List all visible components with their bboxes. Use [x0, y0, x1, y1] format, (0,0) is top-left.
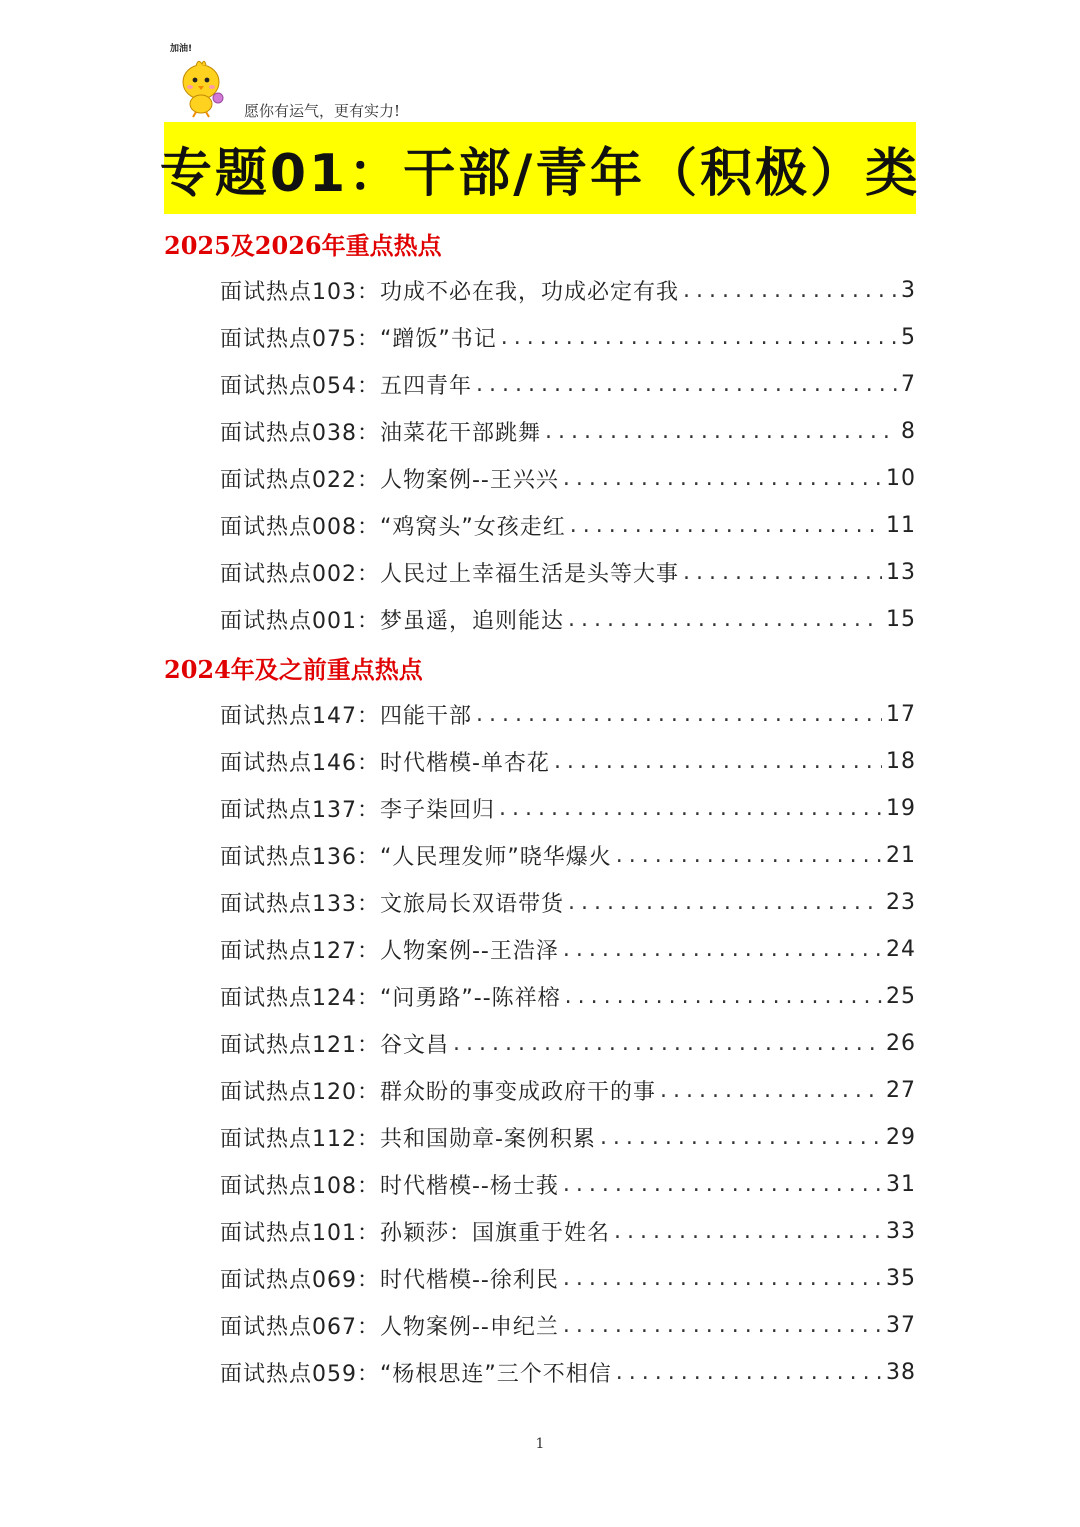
- toc-entry-label: 面试热点001：梦虽遥，追则能达: [220, 608, 564, 634]
- toc-entry-label: 面试热点108：时代楷模--杨士莪: [220, 1173, 559, 1199]
- toc-entry-page: 35: [886, 1265, 916, 1291]
- mascot-caption: 加油!: [170, 44, 193, 54]
- toc-entry-page: 10: [886, 465, 916, 491]
- toc-entry-label: 面试热点002：人民过上幸福生活是头等大事: [220, 561, 679, 587]
- toc-entry[interactable]: [220, 976, 916, 1016]
- toc-entry-label: 面试热点127：人物案例--王浩泽: [220, 938, 559, 964]
- toc-entry-page: 26: [886, 1030, 916, 1056]
- toc-entry[interactable]: [220, 411, 916, 451]
- toc-entry-page: 3: [901, 277, 916, 303]
- section-heading-2025-2026: 2025及2026年重点热点: [164, 231, 442, 260]
- toc-entry-page: 38: [886, 1359, 916, 1385]
- toc-entry-page: 25: [886, 983, 916, 1009]
- page-title: 专题01：干部/青年（积极）类: [159, 143, 921, 204]
- toc-entry[interactable]: [220, 835, 916, 875]
- toc-entry-page: 15: [886, 606, 916, 632]
- dot-leader: [563, 1172, 882, 1197]
- dot-leader: [563, 937, 882, 962]
- dot-leader: [501, 325, 897, 350]
- dot-leader: [476, 702, 882, 727]
- toc-entry-label: 面试热点136：“人民理发师”晓华爆火: [220, 844, 612, 870]
- toc-entry[interactable]: [220, 1023, 916, 1063]
- dot-leader: [683, 560, 882, 585]
- toc-entry-label: 面试热点124：“问勇路”--陈祥榕: [220, 985, 561, 1011]
- page-number: 1: [535, 1436, 545, 1452]
- motto-text: 愿你有运气，更有实力!: [244, 102, 401, 120]
- toc-entry-page: 21: [886, 842, 916, 868]
- toc-entry[interactable]: [220, 364, 916, 404]
- toc-entry-label: 面试热点103：功成不必在我，功成必定有我: [220, 279, 679, 305]
- toc-entry[interactable]: [220, 788, 916, 828]
- toc-entry[interactable]: [220, 552, 916, 592]
- toc-entry-label: 面试热点067：人物案例--申纪兰: [220, 1314, 559, 1340]
- toc-entry[interactable]: [220, 1117, 916, 1157]
- toc-entry-label: 面试热点101：孙颖莎：国旗重于姓名: [220, 1220, 610, 1246]
- toc-entry[interactable]: [220, 929, 916, 969]
- dot-leader: [499, 796, 882, 821]
- toc-entry[interactable]: [220, 1070, 916, 1110]
- toc-entry-label: 面试热点146：时代楷模-单杏花: [220, 750, 550, 776]
- toc-entry[interactable]: [220, 1211, 916, 1251]
- toc-entry[interactable]: [220, 317, 916, 357]
- toc-entry-label: 面试热点120：群众盼的事变成政府干的事: [220, 1079, 656, 1105]
- toc-entry-page: 31: [886, 1171, 916, 1197]
- toc-entry-page: 7: [901, 371, 916, 397]
- toc-entry-label: 面试热点059：“杨根思连”三个不相信: [220, 1361, 612, 1387]
- toc-entry-page: 29: [886, 1124, 916, 1150]
- toc-entry-page: 24: [886, 936, 916, 962]
- toc-entry-page: 11: [886, 512, 916, 538]
- toc-entry-label: 面试热点069：时代楷模--徐利民: [220, 1267, 559, 1293]
- dot-leader: [568, 607, 882, 632]
- toc-entry[interactable]: [220, 694, 916, 734]
- toc-entry[interactable]: [220, 505, 916, 545]
- toc-entry-label: 面试热点112：共和国勋章-案例积累: [220, 1126, 596, 1152]
- toc-entry-page: 37: [886, 1312, 916, 1338]
- toc-entry-label: 面试热点075：“蹭饭”书记: [220, 326, 497, 352]
- mascot-chick-icon: [168, 40, 238, 120]
- toc-entry-page: 27: [886, 1077, 916, 1103]
- toc-entry-page: 19: [886, 795, 916, 821]
- dot-leader: [565, 984, 882, 1009]
- dot-leader: [570, 513, 882, 538]
- toc-entry-label: 面试热点054：五四青年: [220, 373, 472, 399]
- toc-entry-label: 面试热点133：文旅局长双语带货: [220, 891, 564, 917]
- toc-entry-label: 面试热点008：“鸡窝头”女孩走红: [220, 514, 566, 540]
- toc-entry-page: 5: [901, 324, 916, 350]
- toc-entry-page: 13: [886, 559, 916, 585]
- toc-entry-label: 面试热点121：谷文昌: [220, 1032, 449, 1058]
- toc-entry[interactable]: [220, 1258, 916, 1298]
- dot-leader: [616, 843, 882, 868]
- section-heading-2024-earlier: 2024年及之前重点热点: [164, 655, 423, 684]
- dot-leader: [453, 1031, 882, 1056]
- toc-entry-page: 23: [886, 889, 916, 915]
- toc-entry[interactable]: [220, 599, 916, 639]
- dot-leader: [545, 419, 897, 444]
- dot-leader: [554, 749, 882, 774]
- dot-leader: [660, 1078, 882, 1103]
- toc-entry[interactable]: [220, 1305, 916, 1345]
- dot-leader: [683, 278, 897, 303]
- toc-entry-label: 面试热点038：油菜花干部跳舞: [220, 420, 541, 446]
- title-banner: [159, 122, 921, 214]
- toc-entry-page: 17: [886, 701, 916, 727]
- toc-entry[interactable]: [220, 458, 916, 498]
- dot-leader: [614, 1219, 882, 1244]
- toc-entry-label: 面试热点147：四能干部: [220, 703, 472, 729]
- toc-entry[interactable]: [220, 1352, 916, 1392]
- dot-leader: [616, 1360, 882, 1385]
- toc-entry[interactable]: [220, 741, 916, 781]
- toc-entry[interactable]: [220, 270, 916, 310]
- toc-entry[interactable]: [220, 882, 916, 922]
- dot-leader: [563, 1266, 882, 1291]
- dot-leader: [563, 1313, 882, 1338]
- toc-entry-label: 面试热点022：人物案例--王兴兴: [220, 467, 559, 493]
- dot-leader: [600, 1125, 882, 1150]
- toc-entry-page: 33: [886, 1218, 916, 1244]
- dot-leader: [568, 890, 882, 915]
- dot-leader: [476, 372, 897, 397]
- toc-entry-label: 面试热点137：李子柒回归: [220, 797, 495, 823]
- dot-leader: [563, 466, 882, 491]
- toc-entry[interactable]: [220, 1164, 916, 1204]
- toc-entry-page: 18: [886, 748, 916, 774]
- toc-entry-page: 8: [901, 418, 916, 444]
